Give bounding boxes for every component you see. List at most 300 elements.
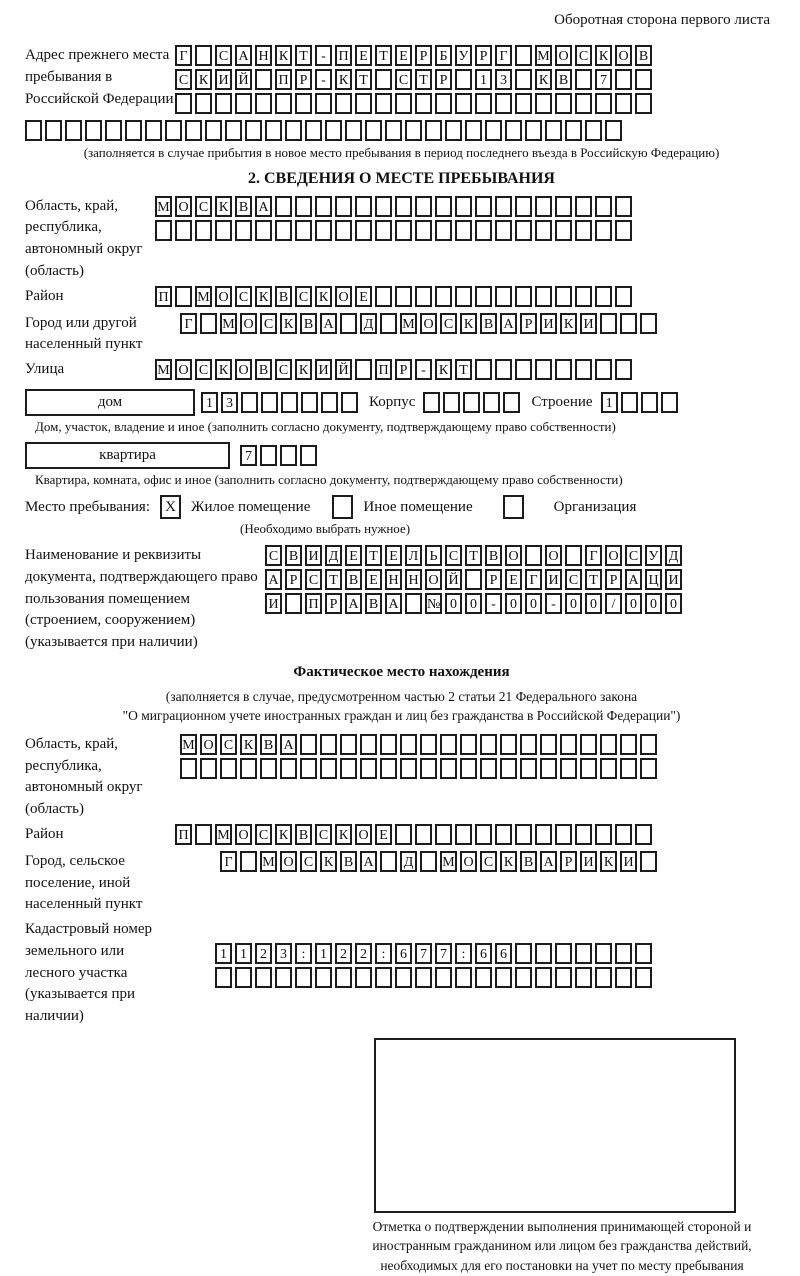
- char-cell[interactable]: [480, 734, 497, 755]
- char-cell[interactable]: [275, 220, 292, 241]
- char-cell[interactable]: [395, 93, 412, 114]
- char-cell[interactable]: О: [425, 569, 442, 590]
- char-cell[interactable]: Р: [485, 569, 502, 590]
- char-cell[interactable]: В: [365, 593, 382, 614]
- char-cell[interactable]: 1: [215, 943, 232, 964]
- char-cell[interactable]: [375, 69, 392, 90]
- char-cell[interactable]: [560, 758, 577, 779]
- cadastral-row-2[interactable]: [215, 967, 655, 988]
- char-cell[interactable]: М: [400, 313, 417, 334]
- char-cell[interactable]: О: [235, 824, 252, 845]
- char-cell[interactable]: С: [445, 545, 462, 566]
- char-cell[interactable]: [440, 734, 457, 755]
- char-cell[interactable]: [255, 967, 272, 988]
- char-cell[interactable]: [515, 69, 532, 90]
- char-cell[interactable]: Е: [375, 824, 392, 845]
- char-cell[interactable]: А: [345, 593, 362, 614]
- char-cell[interactable]: [195, 45, 212, 66]
- char-cell[interactable]: [485, 120, 502, 141]
- char-cell[interactable]: Т: [455, 359, 472, 380]
- char-cell[interactable]: 7: [435, 943, 452, 964]
- char-cell[interactable]: [475, 359, 492, 380]
- char-cell[interactable]: Г: [180, 313, 197, 334]
- char-cell[interactable]: [635, 69, 652, 90]
- char-cell[interactable]: [415, 196, 432, 217]
- char-cell[interactable]: [420, 851, 437, 872]
- char-cell[interactable]: [395, 220, 412, 241]
- char-cell[interactable]: [595, 196, 612, 217]
- char-cell[interactable]: [435, 196, 452, 217]
- char-cell[interactable]: [415, 824, 432, 845]
- char-cell[interactable]: [615, 824, 632, 845]
- char-cell[interactable]: Е: [395, 45, 412, 66]
- char-cell[interactable]: 1: [601, 392, 618, 413]
- char-cell[interactable]: И: [545, 569, 562, 590]
- char-cell[interactable]: [85, 120, 102, 141]
- char-cell[interactable]: [315, 196, 332, 217]
- char-cell[interactable]: [495, 824, 512, 845]
- char-cell[interactable]: [300, 445, 317, 466]
- char-cell[interactable]: С: [625, 545, 642, 566]
- region-row-1[interactable]: [155, 196, 635, 217]
- char-cell[interactable]: С: [220, 734, 237, 755]
- char-cell[interactable]: [400, 734, 417, 755]
- char-cell[interactable]: [105, 120, 122, 141]
- char-cell[interactable]: К: [595, 45, 612, 66]
- char-cell[interactable]: Р: [325, 593, 342, 614]
- fact-city-row[interactable]: [220, 851, 660, 872]
- char-cell[interactable]: Р: [520, 313, 537, 334]
- char-cell[interactable]: [355, 967, 372, 988]
- char-cell[interactable]: С: [265, 545, 282, 566]
- char-cell[interactable]: [400, 758, 417, 779]
- char-cell[interactable]: К: [195, 69, 212, 90]
- char-cell[interactable]: [443, 392, 460, 413]
- char-cell[interactable]: С: [195, 359, 212, 380]
- district-row[interactable]: [155, 286, 635, 307]
- char-cell[interactable]: [380, 758, 397, 779]
- char-cell[interactable]: [415, 93, 432, 114]
- char-cell[interactable]: 7: [595, 69, 612, 90]
- char-cell[interactable]: [555, 286, 572, 307]
- char-cell[interactable]: [555, 196, 572, 217]
- char-cell[interactable]: [275, 93, 292, 114]
- char-cell[interactable]: 0: [645, 593, 662, 614]
- fact-region-row-2[interactable]: [180, 758, 660, 779]
- char-cell[interactable]: [415, 286, 432, 307]
- char-cell[interactable]: [320, 758, 337, 779]
- char-cell[interactable]: Ц: [645, 569, 662, 590]
- char-cell[interactable]: [460, 734, 477, 755]
- char-cell[interactable]: Е: [505, 569, 522, 590]
- char-cell[interactable]: [475, 824, 492, 845]
- char-cell[interactable]: [620, 734, 637, 755]
- char-cell[interactable]: 6: [495, 943, 512, 964]
- char-cell[interactable]: В: [520, 851, 537, 872]
- char-cell[interactable]: -: [315, 69, 332, 90]
- char-cell[interactable]: Й: [235, 69, 252, 90]
- char-cell[interactable]: [200, 313, 217, 334]
- char-cell[interactable]: М: [220, 313, 237, 334]
- char-cell[interactable]: Т: [325, 569, 342, 590]
- char-cell[interactable]: [640, 758, 657, 779]
- char-cell[interactable]: [495, 359, 512, 380]
- char-cell[interactable]: Н: [255, 45, 272, 66]
- char-cell[interactable]: [641, 392, 658, 413]
- char-cell[interactable]: Р: [285, 569, 302, 590]
- char-cell[interactable]: С: [480, 851, 497, 872]
- char-cell[interactable]: [185, 120, 202, 141]
- char-cell[interactable]: [325, 120, 342, 141]
- char-cell[interactable]: Р: [435, 69, 452, 90]
- char-cell[interactable]: Е: [355, 286, 372, 307]
- char-cell[interactable]: [535, 943, 552, 964]
- char-cell[interactable]: [241, 392, 258, 413]
- char-cell[interactable]: [640, 313, 657, 334]
- char-cell[interactable]: [365, 120, 382, 141]
- char-cell[interactable]: [395, 286, 412, 307]
- char-cell[interactable]: И: [665, 569, 682, 590]
- prev-address-row-1[interactable]: [175, 45, 655, 66]
- char-cell[interactable]: [500, 758, 517, 779]
- char-cell[interactable]: [295, 196, 312, 217]
- char-cell[interactable]: [240, 758, 257, 779]
- char-cell[interactable]: К: [275, 824, 292, 845]
- char-cell[interactable]: [475, 220, 492, 241]
- char-cell[interactable]: С: [275, 359, 292, 380]
- char-cell[interactable]: [360, 734, 377, 755]
- char-cell[interactable]: [225, 120, 242, 141]
- char-cell[interactable]: [300, 758, 317, 779]
- char-cell[interactable]: [335, 196, 352, 217]
- char-cell[interactable]: С: [215, 45, 232, 66]
- char-cell[interactable]: [435, 93, 452, 114]
- char-cell[interactable]: К: [215, 359, 232, 380]
- char-cell[interactable]: [380, 851, 397, 872]
- char-cell[interactable]: С: [575, 45, 592, 66]
- char-cell[interactable]: А: [500, 313, 517, 334]
- char-cell[interactable]: О: [545, 545, 562, 566]
- char-cell[interactable]: К: [315, 286, 332, 307]
- char-cell[interactable]: [525, 120, 542, 141]
- char-cell[interactable]: [340, 313, 357, 334]
- char-cell[interactable]: [515, 286, 532, 307]
- char-cell[interactable]: [595, 359, 612, 380]
- char-cell[interactable]: [375, 286, 392, 307]
- char-cell[interactable]: О: [460, 851, 477, 872]
- char-cell[interactable]: [525, 545, 542, 566]
- char-cell[interactable]: Т: [365, 545, 382, 566]
- char-cell[interactable]: В: [555, 69, 572, 90]
- char-cell[interactable]: А: [385, 593, 402, 614]
- char-cell[interactable]: Е: [385, 545, 402, 566]
- char-cell[interactable]: С: [195, 196, 212, 217]
- char-cell[interactable]: 3: [275, 943, 292, 964]
- char-cell[interactable]: 3: [221, 392, 238, 413]
- char-cell[interactable]: [475, 93, 492, 114]
- char-cell[interactable]: П: [175, 824, 192, 845]
- char-cell[interactable]: [615, 196, 632, 217]
- char-cell[interactable]: [320, 734, 337, 755]
- char-cell[interactable]: В: [345, 569, 362, 590]
- char-cell[interactable]: [260, 758, 277, 779]
- char-cell[interactable]: [580, 758, 597, 779]
- char-cell[interactable]: [345, 120, 362, 141]
- char-cell[interactable]: 2: [335, 943, 352, 964]
- char-cell[interactable]: К: [560, 313, 577, 334]
- char-cell[interactable]: [220, 758, 237, 779]
- char-cell[interactable]: 1: [315, 943, 332, 964]
- char-cell[interactable]: В: [340, 851, 357, 872]
- char-cell[interactable]: 0: [585, 593, 602, 614]
- char-cell[interactable]: [285, 593, 302, 614]
- char-cell[interactable]: О: [215, 286, 232, 307]
- char-cell[interactable]: М: [155, 196, 172, 217]
- char-cell[interactable]: И: [305, 545, 322, 566]
- char-cell[interactable]: [375, 967, 392, 988]
- char-cell[interactable]: [621, 392, 638, 413]
- char-cell[interactable]: [495, 196, 512, 217]
- char-cell[interactable]: М: [215, 824, 232, 845]
- char-cell[interactable]: [380, 734, 397, 755]
- char-cell[interactable]: [465, 569, 482, 590]
- char-cell[interactable]: М: [195, 286, 212, 307]
- char-cell[interactable]: К: [295, 359, 312, 380]
- char-cell[interactable]: [460, 758, 477, 779]
- char-cell[interactable]: А: [320, 313, 337, 334]
- char-cell[interactable]: [440, 758, 457, 779]
- char-cell[interactable]: [520, 734, 537, 755]
- char-cell[interactable]: [575, 196, 592, 217]
- char-cell[interactable]: Р: [415, 45, 432, 66]
- fact-region-row-1[interactable]: [180, 734, 660, 755]
- char-cell[interactable]: [205, 120, 222, 141]
- char-cell[interactable]: А: [360, 851, 377, 872]
- char-cell[interactable]: В: [485, 545, 502, 566]
- char-cell[interactable]: [280, 445, 297, 466]
- char-cell[interactable]: [495, 286, 512, 307]
- char-cell[interactable]: [335, 967, 352, 988]
- char-cell[interactable]: В: [285, 545, 302, 566]
- char-cell[interactable]: [265, 120, 282, 141]
- char-cell[interactable]: [515, 196, 532, 217]
- char-cell[interactable]: П: [375, 359, 392, 380]
- char-cell[interactable]: [315, 93, 332, 114]
- char-cell[interactable]: [600, 758, 617, 779]
- char-cell[interactable]: К: [335, 69, 352, 90]
- char-cell[interactable]: [535, 286, 552, 307]
- char-cell[interactable]: :: [455, 943, 472, 964]
- char-cell[interactable]: [45, 120, 62, 141]
- char-cell[interactable]: [515, 45, 532, 66]
- char-cell[interactable]: К: [460, 313, 477, 334]
- char-cell[interactable]: [540, 758, 557, 779]
- char-cell[interactable]: [545, 120, 562, 141]
- char-cell[interactable]: А: [280, 734, 297, 755]
- char-cell[interactable]: К: [335, 824, 352, 845]
- char-cell[interactable]: [295, 93, 312, 114]
- char-cell[interactable]: И: [215, 69, 232, 90]
- char-cell[interactable]: И: [265, 593, 282, 614]
- char-cell[interactable]: М: [260, 851, 277, 872]
- char-cell[interactable]: [620, 758, 637, 779]
- street-row[interactable]: [155, 359, 635, 380]
- char-cell[interactable]: Г: [220, 851, 237, 872]
- char-cell[interactable]: Д: [325, 545, 342, 566]
- char-cell[interactable]: [495, 93, 512, 114]
- char-cell[interactable]: [515, 220, 532, 241]
- char-cell[interactable]: [575, 967, 592, 988]
- char-cell[interactable]: [261, 392, 278, 413]
- char-cell[interactable]: К: [215, 196, 232, 217]
- char-cell[interactable]: Т: [585, 569, 602, 590]
- char-cell[interactable]: [500, 734, 517, 755]
- char-cell[interactable]: 0: [525, 593, 542, 614]
- char-cell[interactable]: М: [180, 734, 197, 755]
- char-cell[interactable]: [615, 967, 632, 988]
- char-cell[interactable]: 6: [395, 943, 412, 964]
- char-cell[interactable]: [620, 313, 637, 334]
- char-cell[interactable]: В: [275, 286, 292, 307]
- char-cell[interactable]: [580, 734, 597, 755]
- char-cell[interactable]: О: [240, 313, 257, 334]
- char-cell[interactable]: [615, 69, 632, 90]
- char-cell[interactable]: [515, 93, 532, 114]
- char-cell[interactable]: О: [235, 359, 252, 380]
- char-cell[interactable]: -: [315, 45, 332, 66]
- char-cell[interactable]: [195, 824, 212, 845]
- char-cell[interactable]: [535, 824, 552, 845]
- char-cell[interactable]: О: [175, 196, 192, 217]
- char-cell[interactable]: 0: [445, 593, 462, 614]
- char-cell[interactable]: [395, 196, 412, 217]
- char-cell[interactable]: -: [485, 593, 502, 614]
- char-cell[interactable]: [301, 392, 318, 413]
- char-cell[interactable]: [235, 93, 252, 114]
- char-cell[interactable]: [475, 286, 492, 307]
- char-cell[interactable]: [555, 967, 572, 988]
- char-cell[interactable]: [340, 734, 357, 755]
- char-cell[interactable]: С: [235, 286, 252, 307]
- char-cell[interactable]: М: [535, 45, 552, 66]
- char-cell[interactable]: Н: [405, 569, 422, 590]
- char-cell[interactable]: М: [440, 851, 457, 872]
- char-cell[interactable]: [180, 758, 197, 779]
- char-cell[interactable]: 6: [475, 943, 492, 964]
- other-premises-checkbox[interactable]: [332, 495, 353, 519]
- char-cell[interactable]: [455, 967, 472, 988]
- char-cell[interactable]: В: [635, 45, 652, 66]
- prev-address-row-2[interactable]: [175, 69, 655, 90]
- char-cell[interactable]: [475, 196, 492, 217]
- char-cell[interactable]: [285, 120, 302, 141]
- char-cell[interactable]: [215, 220, 232, 241]
- char-cell[interactable]: [240, 851, 257, 872]
- char-cell[interactable]: В: [295, 824, 312, 845]
- char-cell[interactable]: [341, 392, 358, 413]
- char-cell[interactable]: [605, 120, 622, 141]
- char-cell[interactable]: 7: [415, 943, 432, 964]
- char-cell[interactable]: [295, 220, 312, 241]
- char-cell[interactable]: [255, 220, 272, 241]
- cadastral-row-1[interactable]: [215, 943, 655, 964]
- organization-checkbox[interactable]: [503, 495, 524, 519]
- char-cell[interactable]: [255, 93, 272, 114]
- char-cell[interactable]: [595, 943, 612, 964]
- char-cell[interactable]: П: [305, 593, 322, 614]
- char-cell[interactable]: К: [535, 69, 552, 90]
- char-cell[interactable]: Г: [175, 45, 192, 66]
- char-cell[interactable]: [355, 196, 372, 217]
- char-cell[interactable]: [595, 220, 612, 241]
- char-cell[interactable]: [235, 220, 252, 241]
- char-cell[interactable]: [375, 93, 392, 114]
- char-cell[interactable]: С: [175, 69, 192, 90]
- char-cell[interactable]: [575, 69, 592, 90]
- char-cell[interactable]: Р: [560, 851, 577, 872]
- char-cell[interactable]: С: [255, 824, 272, 845]
- char-cell[interactable]: В: [255, 359, 272, 380]
- char-cell[interactable]: Е: [355, 45, 372, 66]
- char-cell[interactable]: [420, 734, 437, 755]
- char-cell[interactable]: [515, 824, 532, 845]
- char-cell[interactable]: [455, 69, 472, 90]
- char-cell[interactable]: [245, 120, 262, 141]
- char-cell[interactable]: 1: [201, 392, 218, 413]
- char-cell[interactable]: М: [155, 359, 172, 380]
- char-cell[interactable]: [575, 286, 592, 307]
- char-cell[interactable]: К: [435, 359, 452, 380]
- char-cell[interactable]: К: [600, 851, 617, 872]
- char-cell[interactable]: [195, 93, 212, 114]
- char-cell[interactable]: [615, 93, 632, 114]
- char-cell[interactable]: [255, 69, 272, 90]
- char-cell[interactable]: [375, 220, 392, 241]
- house-number-cells[interactable]: [201, 392, 361, 413]
- char-cell[interactable]: [535, 967, 552, 988]
- char-cell[interactable]: [280, 758, 297, 779]
- prev-address-row-3[interactable]: [175, 93, 655, 114]
- char-cell[interactable]: [565, 545, 582, 566]
- ownership-document-row-3[interactable]: [265, 593, 685, 614]
- char-cell[interactable]: [155, 220, 172, 241]
- char-cell[interactable]: [555, 93, 572, 114]
- char-cell[interactable]: И: [620, 851, 637, 872]
- char-cell[interactable]: [315, 220, 332, 241]
- char-cell[interactable]: [375, 196, 392, 217]
- char-cell[interactable]: [281, 392, 298, 413]
- char-cell[interactable]: У: [455, 45, 472, 66]
- char-cell[interactable]: [315, 967, 332, 988]
- char-cell[interactable]: [505, 120, 522, 141]
- char-cell[interactable]: И: [580, 851, 597, 872]
- char-cell[interactable]: 7: [240, 445, 257, 466]
- char-cell[interactable]: [235, 967, 252, 988]
- char-cell[interactable]: К: [280, 313, 297, 334]
- char-cell[interactable]: О: [280, 851, 297, 872]
- char-cell[interactable]: А: [265, 569, 282, 590]
- char-cell[interactable]: [435, 220, 452, 241]
- char-cell[interactable]: [615, 359, 632, 380]
- char-cell[interactable]: Т: [415, 69, 432, 90]
- char-cell[interactable]: [635, 93, 652, 114]
- char-cell[interactable]: [615, 220, 632, 241]
- ownership-document-row-2[interactable]: [265, 569, 685, 590]
- char-cell[interactable]: [355, 93, 372, 114]
- char-cell[interactable]: [515, 943, 532, 964]
- char-cell[interactable]: [535, 93, 552, 114]
- char-cell[interactable]: 0: [625, 593, 642, 614]
